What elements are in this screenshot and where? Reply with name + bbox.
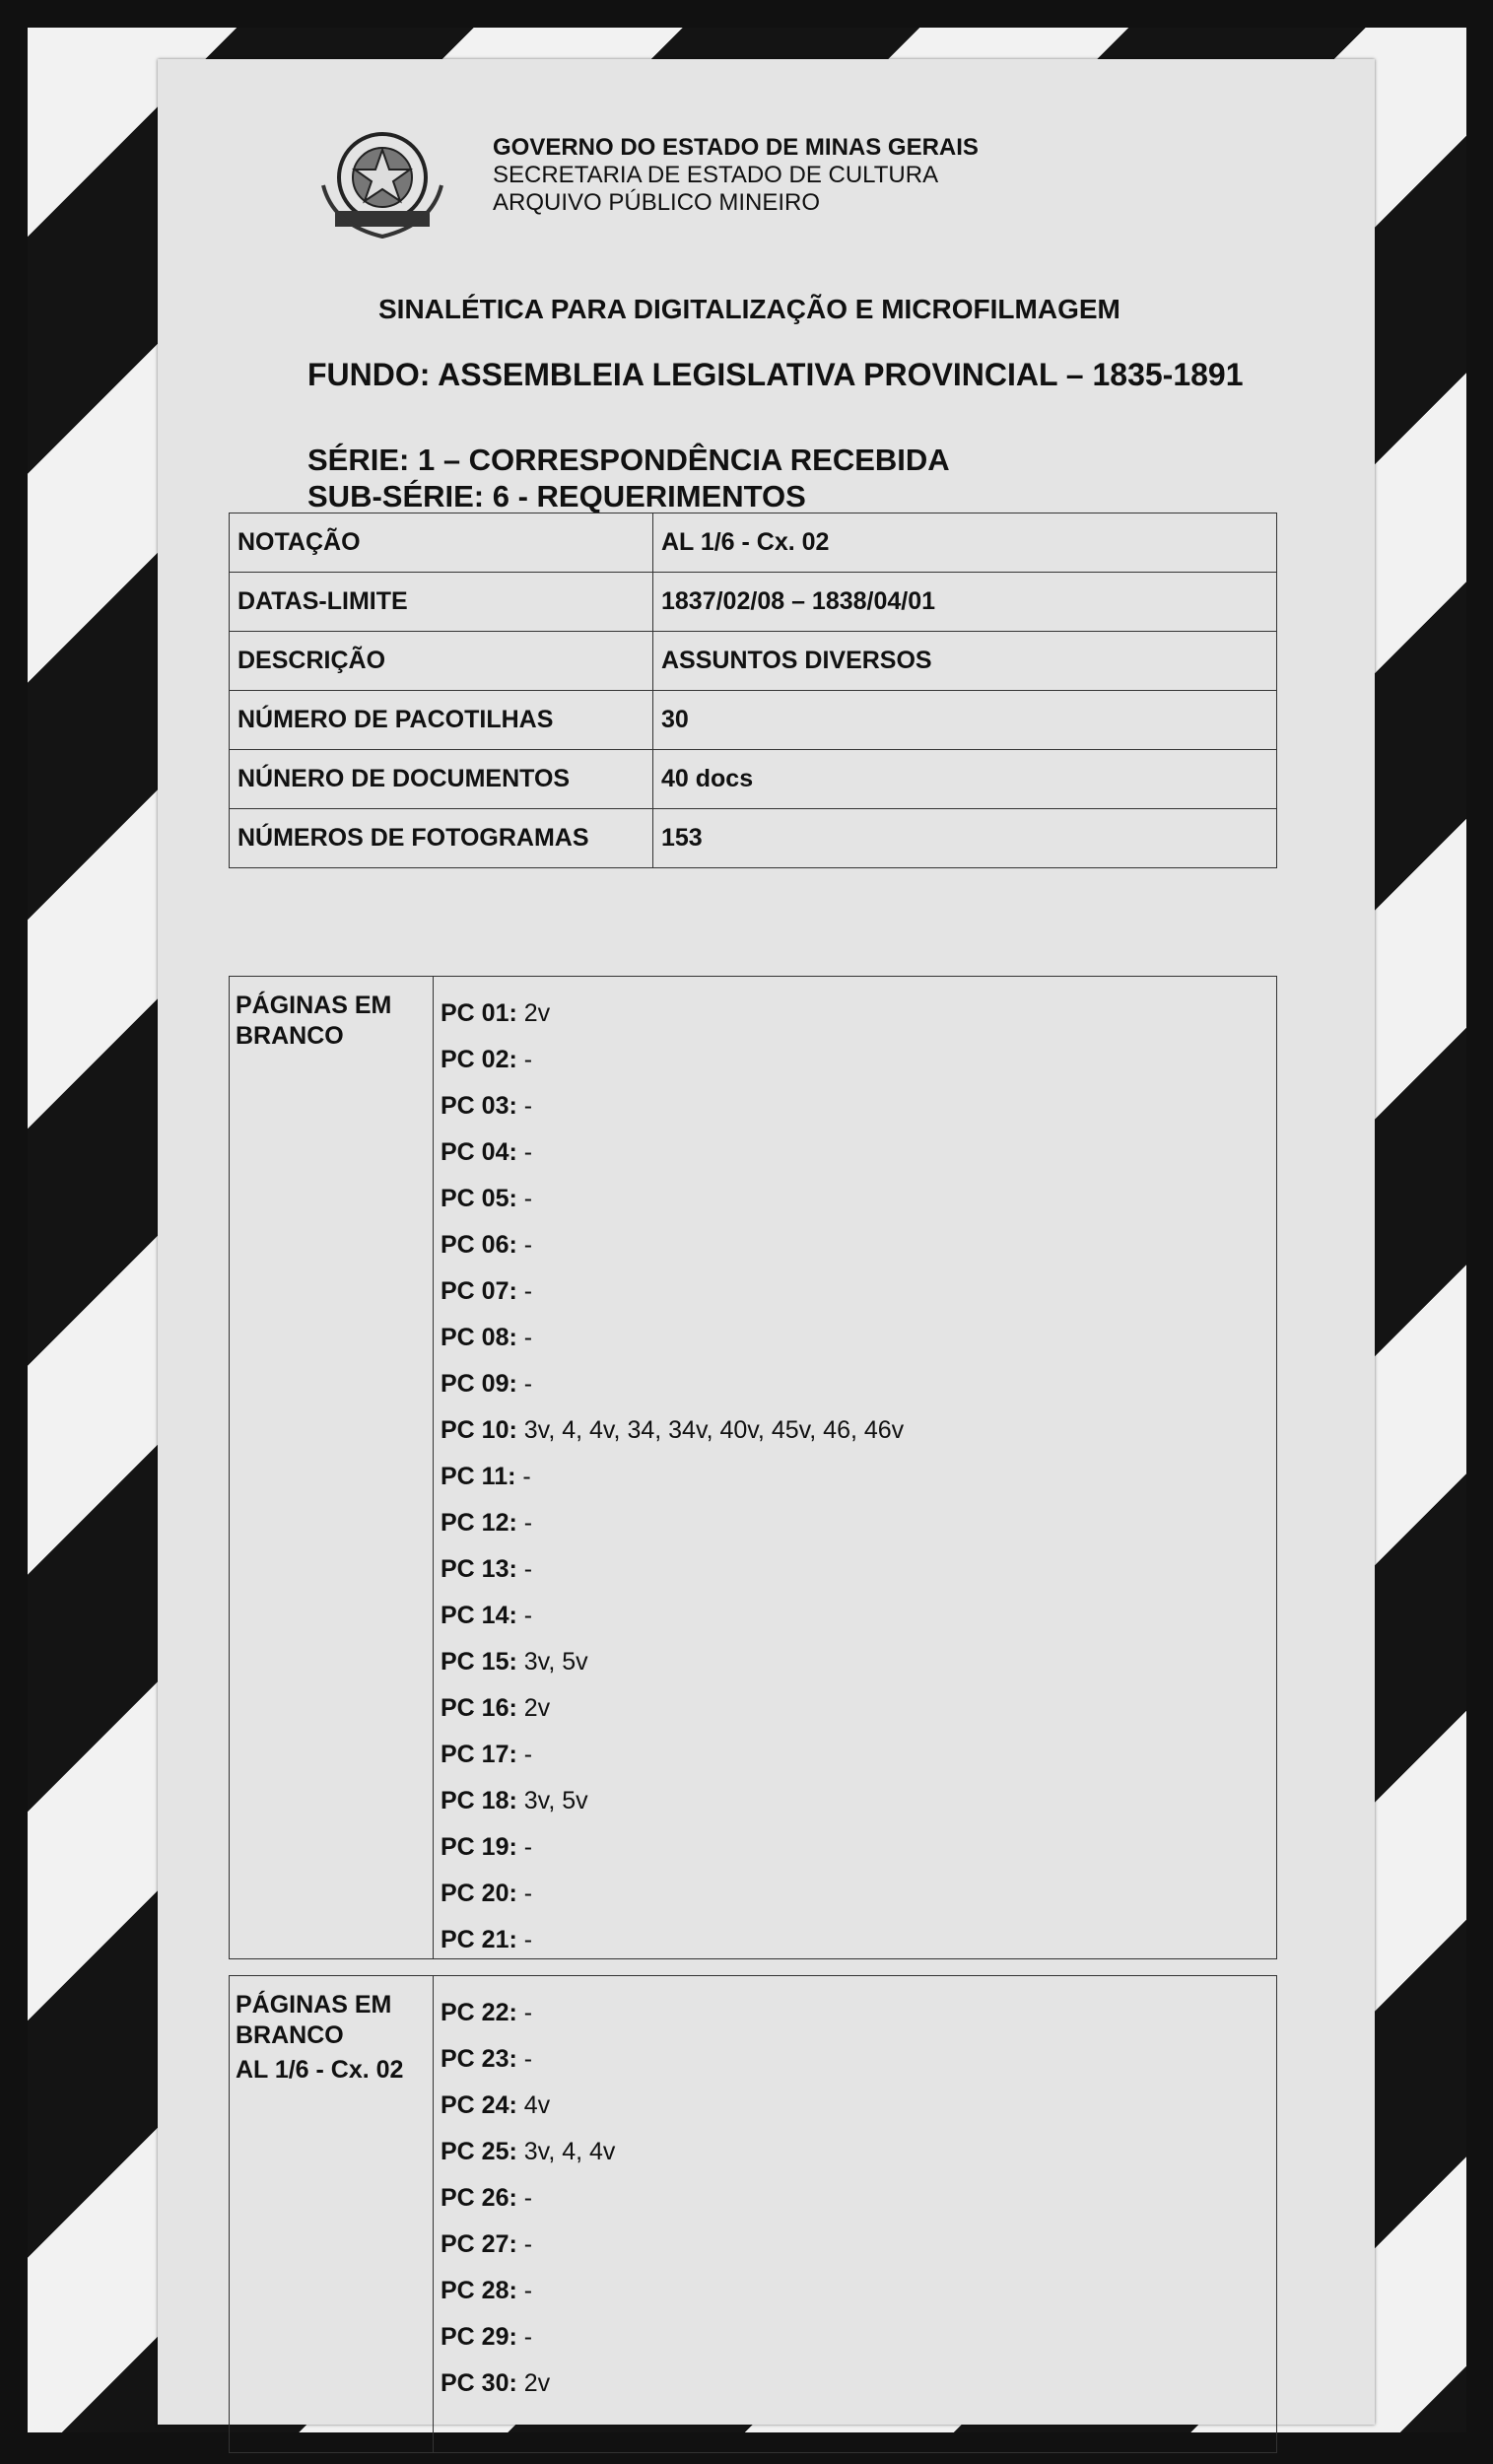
list-item [441, 2129, 1266, 2175]
pacotilha-number: PC 20: [441, 1880, 517, 1907]
series-block [307, 442, 950, 514]
pacotilha-number: PC 15: [441, 1648, 517, 1676]
list-item [441, 991, 1266, 1037]
table-row [230, 750, 1277, 809]
fotogramas-label: NÚMEROS DE FOTOGRAMAS [230, 809, 653, 868]
blank-page-list: - [523, 1555, 533, 1583]
blank-page-list: - [523, 1092, 533, 1120]
blank-page-list: - [523, 1926, 533, 1953]
blank-page-list: - [523, 1185, 533, 1212]
table-row [230, 513, 1277, 573]
pacotilha-number: PC 27: [441, 2230, 517, 2258]
blank-page-list: - [523, 2230, 533, 2258]
notacao-value: AL 1/6 - Cx. 02 [653, 513, 1277, 573]
descricao-value: ASSUNTOS DIVERSOS [653, 632, 1277, 691]
documentos-label: NÚNERO DE DOCUMENTOS [230, 750, 653, 809]
list-item [441, 2222, 1266, 2268]
blank-page-list: - [523, 1833, 533, 1861]
document-title: SINALÉTICA PARA DIGITALIZAÇÃO E MICROFILMAGEM [378, 294, 1120, 324]
pacotilha-number: PC 05: [441, 1185, 517, 1212]
list-item [441, 1222, 1266, 1268]
table-row [230, 691, 1277, 750]
blank-pages-label-line: BRANCO [236, 2021, 344, 2049]
list-item [441, 1037, 1266, 1083]
blank-page-list: 3v, 4, 4v [523, 2138, 616, 2165]
list-item [441, 1407, 1266, 1454]
list-item [441, 1917, 1266, 1963]
pacotilha-number: PC 16: [441, 1694, 517, 1722]
list-item [441, 1990, 1266, 2036]
list-item [441, 1778, 1266, 1824]
header-secretariat: SECRETARIA DE ESTADO DE CULTURA [493, 162, 939, 188]
list-item [441, 2314, 1266, 2361]
list-item [441, 1129, 1266, 1176]
blank-page-list: - [523, 2045, 533, 2073]
pacotilha-number: PC 06: [441, 1231, 517, 1259]
list-item [441, 1083, 1266, 1129]
pacotilha-number: PC 07: [441, 1277, 517, 1305]
list-item [441, 1685, 1266, 1732]
pacotilha-number: PC 28: [441, 2277, 517, 2304]
notacao-label: NOTAÇÃO [230, 513, 653, 573]
pacotilha-number: PC 23: [441, 2045, 517, 2073]
pacotilha-number: PC 17: [441, 1741, 517, 1768]
list-item [441, 1500, 1266, 1546]
list-item [441, 1361, 1266, 1407]
list-item [441, 2175, 1266, 2222]
pacotilha-number: PC 30: [441, 2369, 517, 2397]
institution-header [493, 134, 979, 217]
blank-pages-list-2 [441, 1990, 1266, 2407]
pacotilha-number: PC 14: [441, 1602, 517, 1629]
blank-page-list: - [522, 1463, 531, 1490]
list-item [441, 1732, 1266, 1778]
pacotilha-number: PC 26: [441, 2184, 517, 2212]
subserie-heading: SUB-SÉRIE: 6 - REQUERIMENTOS [307, 479, 806, 513]
pacotilha-number: PC 13: [441, 1555, 517, 1583]
list-item [441, 2268, 1266, 2314]
descricao-label: DESCRIÇÃO [230, 632, 653, 691]
pacotilha-number: PC 11: [441, 1463, 516, 1490]
table-row [230, 573, 1277, 632]
blank-pages-label-line: PÁGINAS EM [236, 1991, 392, 2019]
blank-page-list: - [523, 1741, 533, 1768]
pacotilha-number: PC 10: [441, 1416, 517, 1444]
blank-page-list: - [523, 2277, 533, 2304]
state-seal-icon [313, 126, 451, 244]
pacotilha-number: PC 24: [441, 2091, 517, 2119]
list-item [441, 2036, 1266, 2083]
blank-pages-list-1 [441, 991, 1266, 1963]
pacotilha-number: PC 03: [441, 1092, 517, 1120]
pacotilha-number: PC 21: [441, 1926, 517, 1953]
list-item [441, 1639, 1266, 1685]
blank-page-list: - [523, 1277, 533, 1305]
pacotilha-number: PC 09: [441, 1370, 517, 1398]
pacotilha-number: PC 12: [441, 1509, 517, 1537]
pacotilha-number: PC 22: [441, 1999, 517, 2026]
header-archive: ARQUIVO PÚBLICO MINEIRO [493, 189, 821, 216]
pacotilha-number: PC 08: [441, 1324, 517, 1351]
table-row [230, 809, 1277, 868]
blank-page-list: 3v, 5v [523, 1648, 588, 1676]
list-item [441, 1315, 1266, 1361]
list-item [441, 1824, 1266, 1871]
list-item [441, 1546, 1266, 1593]
blank-page-list: - [523, 1231, 533, 1259]
blank-pages-box-2 [229, 1975, 1277, 2453]
pacotilha-number: PC 25: [441, 2138, 517, 2165]
blank-page-list: 2v [523, 999, 551, 1027]
blank-page-list: - [523, 1880, 533, 1907]
blank-page-list: - [523, 1324, 533, 1351]
blank-page-list: - [523, 1046, 533, 1073]
blank-pages-label-line: PÁGINAS EM [236, 992, 392, 1019]
list-item [441, 1454, 1266, 1500]
blank-pages-label-line: BRANCO [236, 1022, 344, 1050]
blank-page-list: - [523, 1509, 533, 1537]
header-government: GOVERNO DO ESTADO DE MINAS GERAIS [493, 134, 979, 161]
list-item [441, 2083, 1266, 2129]
pacotilhas-label: NÚMERO DE PACOTILHAS [230, 691, 653, 750]
pacotilha-number: PC 29: [441, 2323, 517, 2351]
blank-pages-notation: AL 1/6 - Cx. 02 [236, 2056, 404, 2084]
list-item [441, 1268, 1266, 1315]
blank-pages-label [230, 977, 434, 1958]
blank-pages-box-1 [229, 976, 1277, 1959]
serie-heading: SÉRIE: 1 – CORRESPONDÊNCIA RECEBIDA [307, 443, 950, 477]
list-item [441, 1176, 1266, 1222]
document-sheet [158, 59, 1375, 2425]
blank-page-list: 2v [523, 2369, 551, 2397]
pacotilhas-value: 30 [653, 691, 1277, 750]
table-row [230, 632, 1277, 691]
pacotilha-number: PC 04: [441, 1138, 517, 1166]
blank-pages-label [230, 1976, 434, 2452]
blank-page-list: - [523, 2323, 533, 2351]
datas-limite-value: 1837/02/08 – 1838/04/01 [653, 573, 1277, 632]
datas-limite-label: DATAS-LIMITE [230, 573, 653, 632]
pacotilha-number: PC 19: [441, 1833, 517, 1861]
metadata-table [229, 513, 1277, 868]
blank-page-list: - [523, 1999, 533, 2026]
blank-page-list: - [523, 1370, 533, 1398]
fotogramas-value: 153 [653, 809, 1277, 868]
blank-page-list: 3v, 5v [523, 1787, 588, 1814]
pacotilha-number: PC 01: [441, 999, 517, 1027]
blank-page-list: - [523, 1138, 533, 1166]
documentos-value: 40 docs [653, 750, 1277, 809]
blank-page-list: 2v [523, 1694, 551, 1722]
pacotilha-number: PC 02: [441, 1046, 517, 1073]
blank-page-list: 3v, 4, 4v, 34, 34v, 40v, 45v, 46, 46v [523, 1416, 905, 1444]
list-item [441, 2361, 1266, 2407]
blank-page-list: 4v [523, 2091, 551, 2119]
fundo-heading: FUNDO: ASSEMBLEIA LEGISLATIVA PROVINCIAL – 1835-1891 [307, 357, 1244, 392]
list-item [441, 1871, 1266, 1917]
blank-page-list: - [523, 2184, 533, 2212]
list-item [441, 1593, 1266, 1639]
pacotilha-number: PC 18: [441, 1787, 517, 1814]
blank-page-list: - [523, 1602, 533, 1629]
